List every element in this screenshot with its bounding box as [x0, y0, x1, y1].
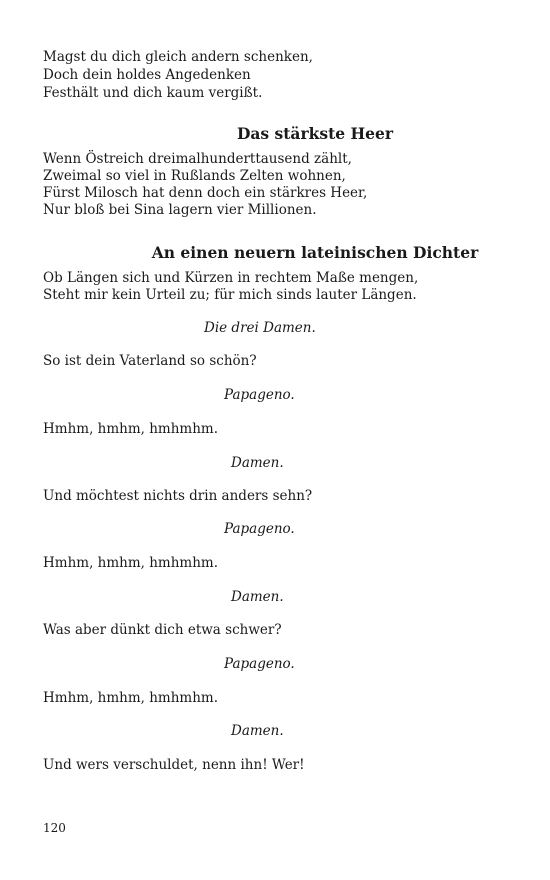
- speaker-name: Damen.: [231, 455, 284, 471]
- speaker-name: Papageno.: [224, 656, 295, 672]
- section-title: Das stärkste Heer: [236, 124, 394, 143]
- verse-line: Nur bloß bei Sina lagern vier Millionen.: [43, 202, 317, 218]
- verse-line: Festhält und dich kaum vergißt.: [43, 85, 263, 101]
- verse-line: Doch dein holdes Angedenken: [43, 67, 251, 83]
- verse-line: Zweimal so viel in Rußlands Zelten wohnen,: [43, 168, 346, 184]
- verse-line: Ob Längen sich und Kürzen in rechtem Maße mengen,: [43, 270, 419, 286]
- dialogue-line: Was aber dünkt dich etwa schwer?: [43, 622, 282, 638]
- speaker-name: Papageno.: [224, 521, 295, 537]
- verse-line: Magst du dich gleich andern schenken,: [43, 49, 313, 65]
- dialogue-line: Hmhm, hmhm, hmhmhm.: [43, 690, 219, 706]
- dialogue-line: Und möchtest nichts drin anders sehn?: [43, 488, 313, 504]
- section-title: An einen neuern lateinischen Dichter: [151, 243, 479, 262]
- dialogue-line: Und wers verschuldet, nenn ihn! Wer!: [43, 757, 305, 773]
- speaker-name: Damen.: [231, 723, 284, 739]
- speaker-name: Die drei Damen.: [204, 320, 316, 336]
- verse-line: Steht mir kein Urteil zu; für mich sinds lauter Längen.: [43, 287, 417, 303]
- verse-line: Wenn Östreich dreimalhunderttausend zählt,: [43, 151, 352, 167]
- speaker-name: Papageno.: [224, 387, 295, 403]
- dialogue-line: So ist dein Vaterland so schön?: [43, 353, 257, 369]
- dialogue-line: Hmhm, hmhm, hmhmhm.: [43, 421, 219, 437]
- speaker-name: Damen.: [231, 589, 284, 605]
- page-number: 120: [43, 821, 66, 835]
- dialogue-line: Hmhm, hmhm, hmhmhm.: [43, 555, 219, 571]
- verse-line: Fürst Milosch hat denn doch ein stärkres Heer,: [43, 185, 368, 201]
